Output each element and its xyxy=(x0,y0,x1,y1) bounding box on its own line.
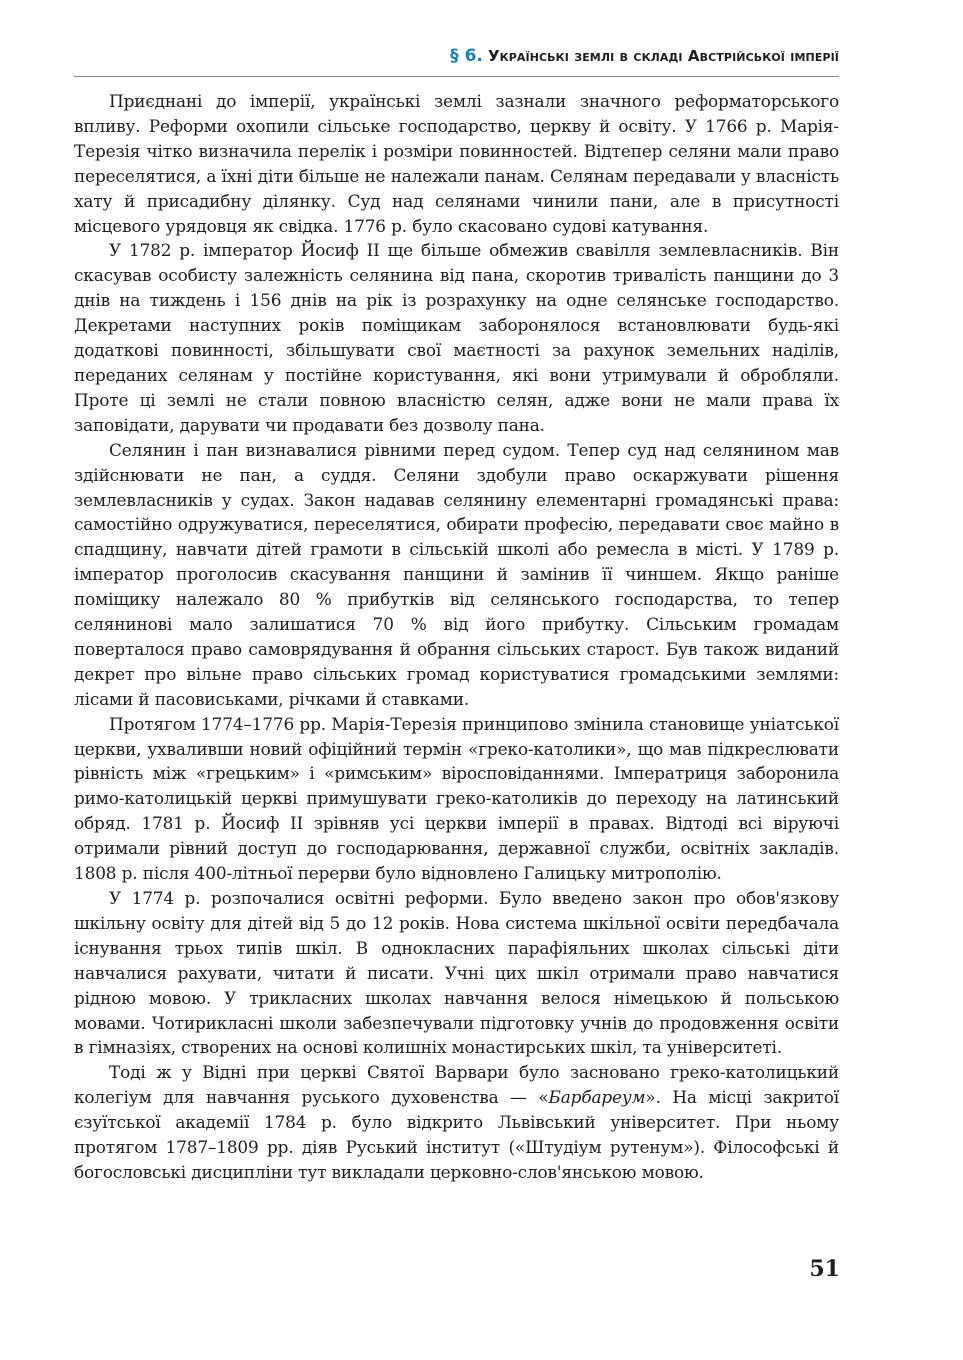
page-number: 51 xyxy=(809,1256,840,1282)
running-header xyxy=(74,46,839,77)
paragraph-last xyxy=(74,1060,839,1185)
paragraph: У 1782 р. імператор Йосиф ІІ ще більше обмежив свавілля землевласників. Він скасував особисту залежність селянина від пана, скоротив тривалість панщини до 3 днів на тиждень і 156 днів на рік із розрахунку на одне селянське господарство. Декретами наступних років поміщикам заборонялося встановлювати будь-які додаткові повинності, збільшувати свої маєтності за рахунок земельних наділів, переданих селянам у постійне користування, які вони утримували й обробляли. Проте ці землі не стали повною власністю селян, адже вони не мали права їх заповідати, дарувати чи продавати без дозволу пана. xyxy=(74,240,839,435)
paragraph: Селянин і пан визнавалися рівними перед судом. Тепер суд над селянином мав здійснювати не пан, а суддя. Селяни здобули право оскаржувати рішення землевласників у судах. Закон надавав селянину елементарні громадянські права: самостійно одружуватися, переселятися, обирати професію, передавати своє майно в спадщину, навчати дітей грамоти в сільській школі або ремесла в місті. У 1789 р. імператор проголосив скасування панщини й замінив її чиншем. Якщо раніше поміщику належало 80 % прибутків від селянського господарства, то тепер селянинові мало залишатися 70 % від його прибутку. Сільським громадам поверталося право самоврядування й обрання сільських старост. Був також виданий декрет про вільне право сільських громад користуватися громадськими землями: лісами й пасовиськами, річками й ставками. xyxy=(74,439,839,709)
paragraph-text: ». На місці закритої єзуїтської академії 1784 р. було відкрито Львівський університет. При ньому протягом 1787–1809 рр. діяв Руський інститут («Штудіум рутенум»). Філософські й богословські дисципліни тут викладали церковно-слов'янською мовою. xyxy=(74,1087,839,1182)
body-text xyxy=(74,89,839,1185)
section-number: § 6. xyxy=(450,46,483,66)
paragraph: У 1774 р. розпочалися освітні реформи. Було введено закон про обов'язкову шкільну освіту для дітей від 5 до 12 років. Нова система шкільної освіти передбачала існування трьох типів шкіл. В однокласних парафіяльних школах сільські діти навчалися рахувати, читати й писати. Учні цих шкіл отримали право навчатися рідною мовою. У трикласних школах навчання велося німецькою й польською мовами. Чотирикласні школи забезпечували підготовку учнів до продовження освіти в гімназіях, створених на основі колишніх монастирських шкіл, та університеті. xyxy=(74,888,839,1058)
section-title: Українські землі в складі Австрійської імперії xyxy=(487,47,839,65)
paragraph: Приєднані до імперії, українські землі зазнали значного реформаторського впливу. Реформи охопили сільське господарство, церкву й освіту. У 1766 р. Марія-Терезія чітко визначила перелік і розміри повинностей. Відтепер селяни мали право переселятися, а їхні діти більше не належали панам. Селянам передавали у власність хату й присадибну ділянку. Суд над селянами чинили пани, але в присутності місцевого урядовця як свідка. 1776 р. було скасовано судові катування. xyxy=(74,91,839,236)
emphasized-term: Барбареум xyxy=(548,1087,646,1108)
paragraph: Протягом 1774–1776 рр. Марія-Терезія принципово змінила становище уніатської церкви, ухваливши новий офіційний термін «греко-католики», що мав підкреслювати рівність між «грецьким» і «римським» віросповіданнями. Імператриця заборонила римо-католицькій церкві примушувати греко-католиків до переходу на латинський обряд. 1781 р. Йосиф ІІ зрівняв усі церкви імперії в правах. Відтоді всі віруючі отримали рівний доступ до господарювання, державної служби, освітніх закладів. 1808 р. після 400-літньої перерви було відновлено Галицьку митрополію. xyxy=(74,713,839,884)
paragraph-text: Тоді ж у Відні при церкві Святої Варвари було засновано греко-католицький колегіум для навчання руського духовенства — « xyxy=(74,1062,839,1108)
